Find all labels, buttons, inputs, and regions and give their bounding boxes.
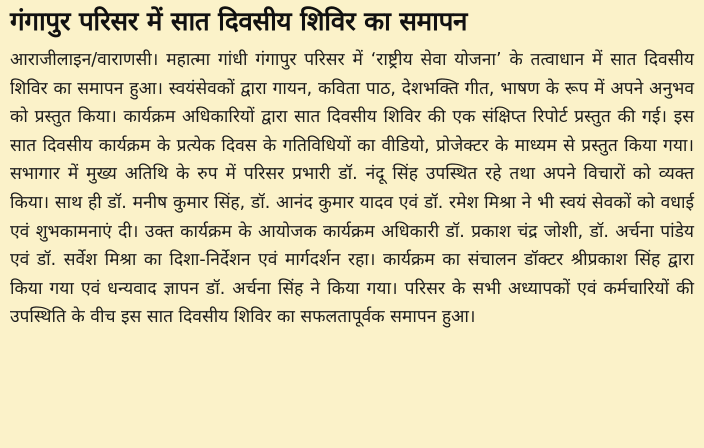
article-body: आराजीलाइन/वाराणसी। महात्मा गांधी गंगापुर परिसर में ‘राष्ट्रीय सेवा योजना’ के तत्वाधान में सात दिवसीय शिविर का समापन हुआ। स्वयंसेवकों द्वारा गायन, कविता पाठ, देशभक्ति गीत, भाषण के रूप में अपने अनुभव को प्रस्तुत किया। कार्यक्रम अधिकारियों द्वारा सात दिवसीय शिविर की एक संक्षिप्त रिपोर्ट प्रस्तुत की गई। इस सात दिवसीय कार्यक्रम के प्रत्येक दिवस के गतिविधियों का वीडियो, प्रोजेक्टर के माध्यम से प्रस्तुत किया गया। सभागार में मुख्य अतिथि के रुप में परिसर प्रभारी डॉ. नंदू सिंह उपस्थित रहे तथा अपने विचारों को व्यक्त किया। साथ ही डॉ. मनीष कुमार सिंह, डॉ. आनंद कुमार यादव एवं डॉ. रमेश मिश्रा ने भी स्वयं सेवकों को वधाई एवं शुभकामनाएं दी। उक्त कार्यक्रम के आयोजक कार्यक्रम अधिकारी डॉ. प्रकाश चंद्र जोशी, डॉ. अर्चना पांडेय एवं डॉ. सर्वेश मिश्रा का दिशा-निर्देशन एवं मार्गदर्शन रहा। कार्यक्रम का संचालन डॉक्टर श्रीप्रकाश सिंह द्वारा किया गया एवं धन्यवाद ज्ञापन डॉ. अर्चना सिंह ने किया गया। परिसर के सभी अध्यापकों एवं कर्मचारियों की उपस्थिति के वीच इस सात दिवसीय शिविर का सफलतापूर्वक समापन हुआ। [10, 50, 694, 328]
article-headline: गंगापुर परिसर में सात दिवसीय शिविर का समापन [10, 7, 468, 37]
